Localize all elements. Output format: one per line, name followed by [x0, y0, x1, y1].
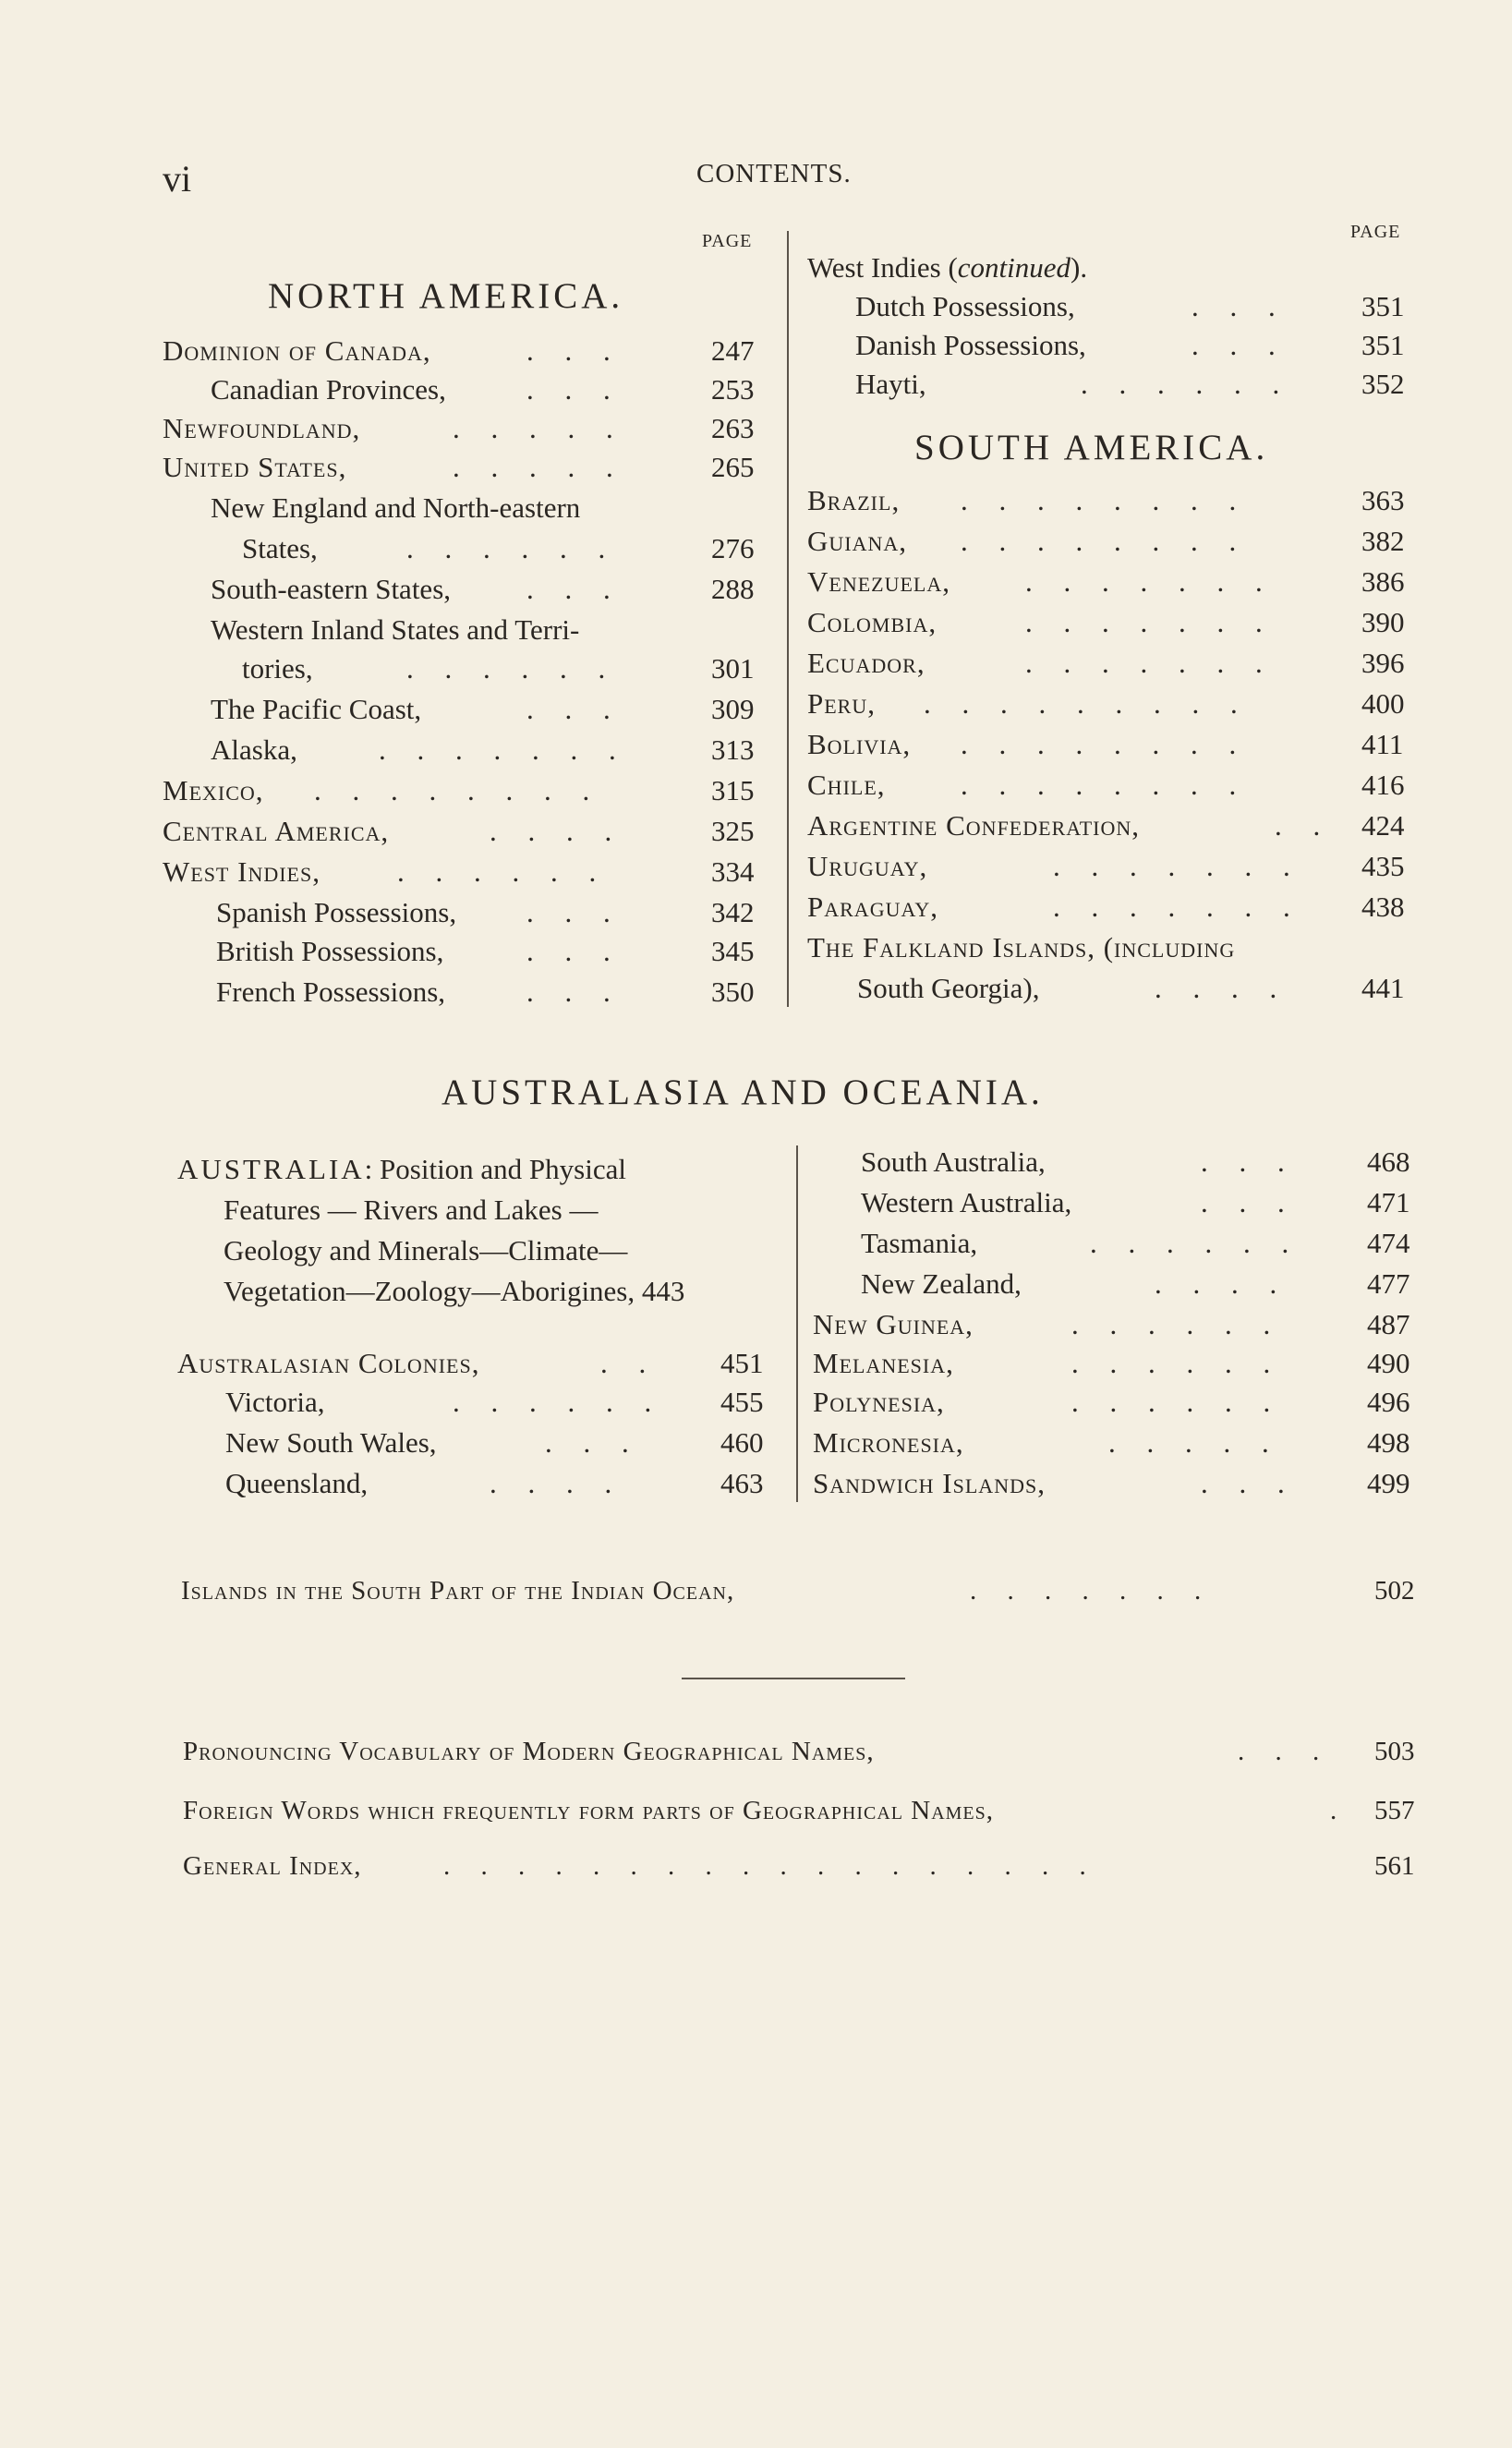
toc-entry-page: 424 — [1361, 809, 1405, 842]
toc-leader: . . . . . — [453, 412, 625, 444]
toc-entry-page: 315 — [711, 774, 755, 806]
toc-leader: . . . . . . — [453, 1386, 664, 1418]
toc-entry — [0, 687, 1512, 728]
section-title-north-america: NORTH AMERICA. — [268, 276, 624, 316]
toc-entry-label: Venezuela, — [807, 565, 950, 598]
toc-entry-label: British Possessions, — [216, 935, 444, 967]
toc-entry-page: 435 — [1361, 850, 1405, 882]
toc-entry-page: 342 — [711, 896, 755, 928]
toc-entry-page: 253 — [711, 373, 755, 406]
toc-entry-label: Guiana, — [807, 525, 908, 557]
toc-entry-label: Central America, — [163, 815, 390, 847]
toc-entry-page: 396 — [1361, 647, 1405, 679]
toc-entry-label: Sandwich Islands, — [813, 1467, 1046, 1499]
toc-leader: . . . . — [490, 1467, 624, 1499]
toc-leader: . . . . . . — [406, 652, 618, 685]
toc-leader: . . . . . . . — [1053, 891, 1302, 923]
australia-line-1: Features — Rivers and Lakes — — [224, 1194, 599, 1226]
toc-leader: . . . — [526, 896, 623, 928]
toc-entry-page: 438 — [1361, 891, 1405, 923]
toc-entry-page: 351 — [1361, 290, 1405, 322]
toc-entry-label: States, — [242, 532, 318, 564]
toc-entry-page: 276 — [711, 532, 755, 564]
toc-entry-label: The Pacific Coast, — [211, 693, 422, 725]
toc-entry-label: Bolivia, — [807, 728, 912, 760]
section-title-south-america: SOUTH AMERICA. — [914, 428, 1269, 467]
toc-leader: . . . . . . — [1090, 1227, 1301, 1259]
toc-entry-page: 288 — [711, 573, 755, 605]
toc-entry — [0, 329, 1512, 370]
toc-entry-page: 345 — [711, 935, 755, 967]
toc-entry-label: Danish Possessions, — [855, 329, 1086, 361]
toc-entry-page: 363 — [1361, 484, 1405, 516]
toc-leader: . . . . . . . — [1025, 647, 1275, 679]
toc-leader: . . . — [1201, 1186, 1297, 1218]
toc-leader: . . . . . . — [1071, 1308, 1283, 1340]
toc-entry — [0, 931, 1512, 972]
toc-leader: . . . . . . . . — [961, 769, 1249, 801]
toc-leader: . . . . . . . — [1025, 565, 1275, 598]
toc-leader: . . . . . . . — [379, 733, 628, 766]
toc-entry-label: Ecuador, — [807, 647, 925, 679]
heading-italic: continued — [957, 251, 1071, 284]
toc-entry — [0, 1145, 1512, 1186]
toc-entry-label: New South Wales, — [225, 1426, 437, 1459]
toc-entry-label: Victoria, — [225, 1386, 325, 1418]
toc-entry-label: Colombia, — [807, 606, 937, 638]
toc-leader: . . . . . . . — [970, 1576, 1214, 1606]
toc-entry-label: South-eastern States, — [211, 573, 452, 605]
toc-entry — [0, 728, 1512, 769]
toc-entry — [0, 565, 1512, 606]
australia-line-2: Geology and Minerals—Climate— — [224, 1234, 628, 1266]
toc-entry — [0, 525, 1512, 565]
toc-leader: . . . — [1191, 290, 1288, 322]
toc-leader: . . . — [526, 573, 623, 605]
toc-entry-page: 441 — [1361, 972, 1405, 1004]
toc-leader: . . . — [545, 1426, 641, 1459]
toc-entry-label: Foreign Words which frequently form parts of Geographical Names, — [183, 1796, 995, 1825]
page-column-label-left: PAGE — [702, 231, 753, 251]
heading-end: ). — [1070, 251, 1088, 284]
toc-entry — [0, 647, 1512, 687]
toc-entry-label: French Possessions, — [216, 976, 446, 1008]
toc-entry-label: Argentine Confederation, — [807, 809, 1140, 842]
toc-entry — [0, 1737, 1512, 1777]
page-column-label-right: PAGE — [1350, 222, 1401, 242]
toc-entry-label: Western Australia, — [861, 1186, 1072, 1218]
toc-entry — [0, 809, 1512, 850]
toc-leader: . . . — [1238, 1737, 1332, 1766]
toc-entry — [0, 850, 1512, 891]
toc-leader: . . — [1275, 809, 1333, 842]
toc-entry-label: Pronouncing Vocabulary of Modern Geographical Names, — [183, 1737, 875, 1766]
toc-entry-label: Queensland, — [225, 1467, 369, 1499]
toc-entry — [0, 891, 1512, 931]
toc-entry-label: Islands in the South Part of the Indian Ocean, — [181, 1576, 735, 1606]
toc-entry-label: General Index, — [183, 1851, 362, 1881]
toc-leader: . . . . — [490, 815, 624, 847]
toc-leader: . . . . . . — [1081, 368, 1292, 400]
toc-entry — [0, 769, 1512, 809]
section-title-australasia: AUSTRALASIA AND OCEANIA. — [442, 1073, 1044, 1112]
toc-entry-page: 400 — [1361, 687, 1405, 720]
toc-leader: . . . . . . — [1071, 1347, 1283, 1379]
toc-entry — [0, 1426, 1512, 1467]
toc-entry-page: 416 — [1361, 769, 1405, 801]
toc-entry — [0, 484, 1512, 525]
toc-entry — [0, 972, 1512, 1012]
toc-entry-label: Newfoundland, — [163, 412, 361, 444]
toc-entry — [0, 368, 1512, 408]
toc-entry — [0, 1267, 1512, 1308]
heading-text: West Indies ( — [807, 251, 958, 284]
toc-leader: . . . . . — [453, 451, 625, 483]
toc-entry — [0, 1386, 1512, 1426]
toc-leader: . . . . . . . . — [314, 774, 602, 806]
toc-leader: . . . . . . — [1071, 1386, 1283, 1418]
toc-leader: . . . — [526, 373, 623, 406]
toc-leader: . — [1330, 1796, 1349, 1825]
toc-entry-page: 463 — [720, 1467, 764, 1499]
toc-leader: . . . . . . . . — [961, 484, 1249, 516]
toc-entry-label: Alaska, — [211, 733, 297, 766]
toc-entry-label: Melanesia, — [813, 1347, 954, 1379]
toc-entry-page: 411 — [1361, 728, 1404, 760]
toc-entry-page: 386 — [1361, 565, 1405, 598]
toc-entry-page: 451 — [720, 1347, 764, 1379]
toc-entry-label: United States, — [163, 451, 347, 483]
toc-entry-page: 265 — [711, 451, 755, 483]
australia-line-3: Vegetation—Zoology—Aborigines, — [224, 1275, 635, 1307]
toc-leader: . . . — [1201, 1145, 1297, 1178]
toc-entry-label: New Zealand, — [861, 1267, 1022, 1300]
toc-entry-label: Peru, — [807, 687, 876, 720]
toc-leader: . . . — [526, 976, 623, 1008]
toc-leader: . . . . . . — [406, 532, 618, 564]
toc-entry-page: 350 — [711, 976, 755, 1008]
toc-entry-page: 496 — [1367, 1386, 1410, 1418]
toc-entry-page: 301 — [711, 652, 755, 685]
toc-entry-label: New England and North-eastern — [211, 491, 581, 524]
toc-leader: . . . . . . . . . . . . . . . . . . — [443, 1851, 1098, 1881]
toc-entry-label: Spanish Possessions, — [216, 896, 457, 928]
toc-entry-page: 502 — [1374, 1576, 1415, 1606]
toc-entry-label: Mexico, — [163, 774, 264, 806]
toc-entry-page: 351 — [1361, 329, 1405, 361]
toc-entry — [0, 1227, 1512, 1267]
toc-leader: . . . . . . . . — [961, 728, 1249, 760]
toc-entry — [0, 1308, 1512, 1349]
toc-entry-page: 557 — [1374, 1796, 1415, 1825]
toc-entry — [0, 412, 1512, 453]
toc-entry-label: Dutch Possessions, — [855, 290, 1075, 322]
toc-entry-label: Dominion of Canada, — [163, 334, 431, 367]
toc-leader: . . . . — [1155, 972, 1289, 1004]
toc-leader: . . . — [526, 693, 623, 725]
toc-leader: . . . . . . . — [1025, 606, 1275, 638]
toc-entry-page: 382 — [1361, 525, 1405, 557]
toc-entry-page: 471 — [1367, 1186, 1410, 1218]
running-head: CONTENTS. — [696, 159, 852, 188]
toc-leader: . . . . — [1155, 1267, 1289, 1300]
toc-entry-label: South Georgia), — [857, 972, 1040, 1004]
toc-entry-page: 490 — [1367, 1347, 1410, 1379]
toc-entry — [0, 1796, 1512, 1836]
west-indies-continued-heading — [0, 251, 1512, 292]
toc-entry-label: New Guinea, — [813, 1308, 974, 1340]
toc-entry-label: Paraguay, — [807, 891, 938, 923]
toc-entry-label: Uruguay, — [807, 850, 928, 882]
toc-entry-page: 474 — [1367, 1227, 1410, 1259]
section-separator-rule — [682, 1678, 905, 1679]
page-folio: vi — [163, 158, 192, 200]
australia-lead: AUSTRALIA — [177, 1153, 365, 1185]
toc-leader: . . . — [526, 935, 623, 967]
toc-entry-label: Australasian Colonies, — [177, 1347, 480, 1379]
toc-entry-page: 325 — [711, 815, 755, 847]
toc-leader: . . . . . . — [397, 855, 609, 888]
toc-entry-page: 263 — [711, 412, 755, 444]
toc-entry-label: Canadian Provinces, — [211, 373, 446, 406]
toc-entry-label: Polynesia, — [813, 1386, 945, 1418]
toc-entry — [0, 290, 1512, 331]
toc-entry-label: Tasmania, — [861, 1227, 978, 1259]
toc-entry — [0, 1851, 1512, 1892]
toc-leader: . . — [600, 1347, 659, 1379]
toc-entry-page: 313 — [711, 733, 755, 766]
toc-entry-page: 487 — [1367, 1308, 1410, 1340]
toc-entry-indian-ocean — [0, 1576, 1512, 1617]
toc-entry-page: 503 — [1374, 1737, 1415, 1766]
toc-entry-page: 352 — [1361, 368, 1405, 400]
toc-leader: . . . . . . . — [1053, 850, 1302, 882]
toc-leader: . . . . . . . . — [961, 525, 1249, 557]
toc-entry — [0, 1186, 1512, 1227]
toc-entry-page: 477 — [1367, 1267, 1410, 1300]
toc-entry-label: West Indies, — [163, 855, 321, 888]
toc-leader: . . . — [1201, 1467, 1297, 1499]
toc-entry-page: 460 — [720, 1426, 764, 1459]
toc-entry-page: 390 — [1361, 606, 1405, 638]
toc-entry-label: tories, — [242, 652, 313, 685]
toc-entry-page: 561 — [1374, 1851, 1415, 1881]
toc-entry-page: 499 — [1367, 1467, 1410, 1499]
australia-line-0: : Position and Physical — [364, 1153, 626, 1185]
toc-entry-label: The Falkland Islands, (including — [807, 931, 1236, 963]
toc-entry-page: 309 — [711, 693, 755, 725]
toc-entry-label: Hayti, — [855, 368, 926, 400]
toc-entry-label: Western Inland States and Terri- — [211, 613, 580, 646]
toc-entry-page: 498 — [1367, 1426, 1410, 1459]
toc-entry — [0, 606, 1512, 647]
toc-entry — [0, 1347, 1512, 1388]
toc-leader: . . . . . . . . . — [924, 687, 1250, 720]
toc-leader: . . . — [526, 334, 623, 367]
toc-entry-label: Brazil, — [807, 484, 901, 516]
toc-leader: . . . . . — [1108, 1426, 1281, 1459]
toc-entry-page: 468 — [1367, 1145, 1410, 1178]
toc-entry-label: Micronesia, — [813, 1426, 964, 1459]
toc-entry-page: 334 — [711, 855, 755, 888]
toc-entry-page: 247 — [711, 334, 755, 367]
toc-entry — [0, 1467, 1512, 1508]
australia-page: 443 — [641, 1275, 685, 1307]
toc-leader: . . . — [1191, 329, 1288, 361]
toc-entry-label: Chile, — [807, 769, 886, 801]
toc-entry-page: 455 — [720, 1386, 764, 1418]
toc-entry-label: South Australia, — [861, 1145, 1046, 1178]
